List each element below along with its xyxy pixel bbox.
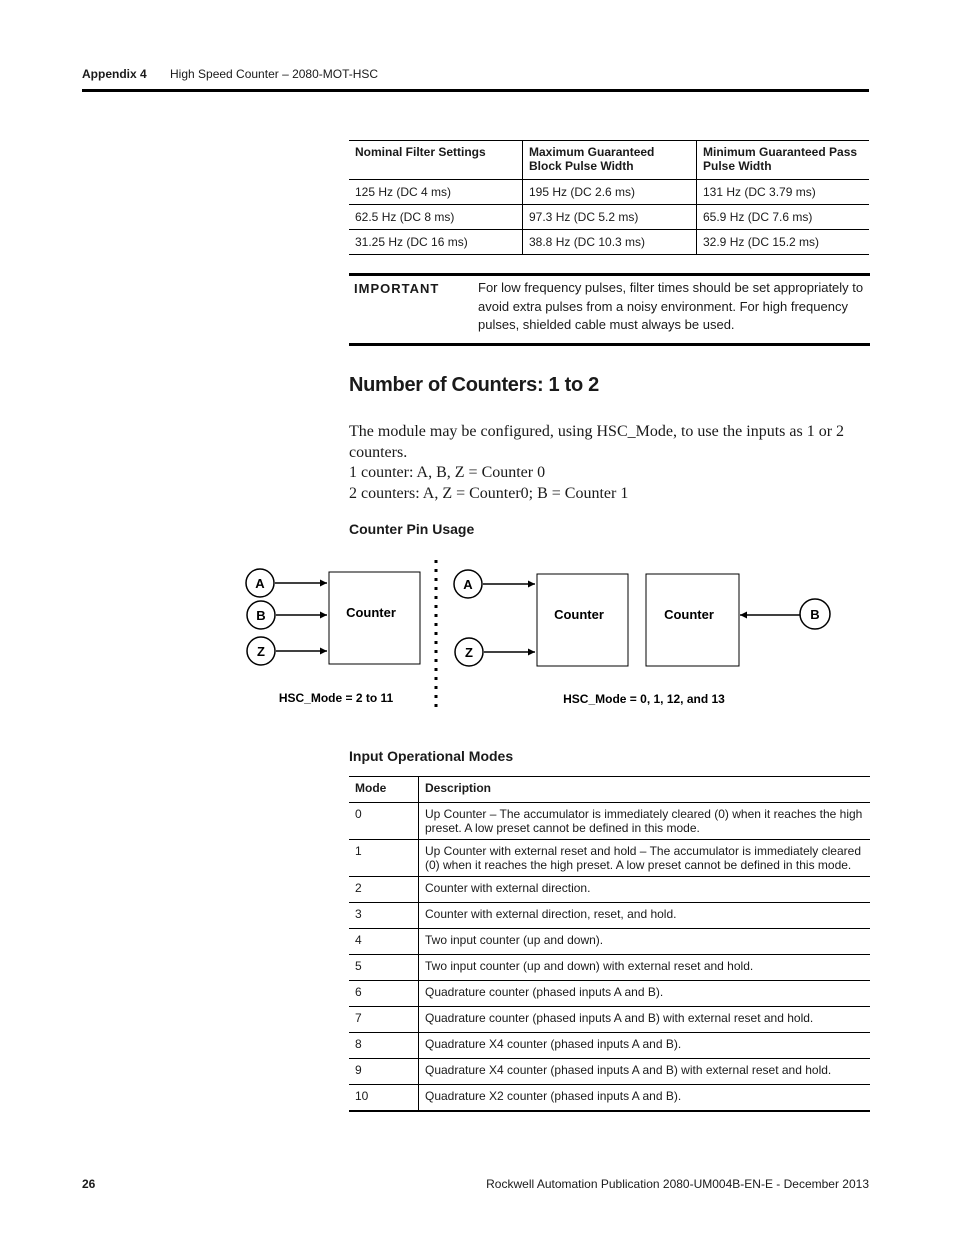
appendix-label: Appendix 4 xyxy=(82,67,147,81)
description-cell: Up Counter – The accumulator is immediately cleared (0) when it reaches the high preset. A low preset cannot be defined in this mode. xyxy=(419,803,871,840)
table-row xyxy=(349,230,869,255)
table-cell: 38.8 Hz (DC 10.3 ms) xyxy=(523,230,697,255)
left-caption: HSC_Mode = 2 to 11 xyxy=(278,691,394,705)
page-number: 26 xyxy=(82,1177,96,1191)
right-caption: HSC_Mode = 0, 1, 12, and 13 xyxy=(563,692,725,706)
description-cell: Quadrature X4 counter (phased inputs A and B). xyxy=(419,1033,871,1059)
mode-cell: 3 xyxy=(349,903,419,929)
table-row xyxy=(349,1007,870,1033)
mode-cell: 5 xyxy=(349,955,419,981)
left-input-z xyxy=(247,637,275,665)
mode-cell: 9 xyxy=(349,1059,419,1085)
table-cell: 131 Hz (DC 3.79 ms) xyxy=(697,180,870,205)
table-cell: 195 Hz (DC 2.6 ms) xyxy=(523,180,697,205)
diagram-heading: Counter Pin Usage xyxy=(349,521,475,537)
column-header: Minimum Guaranteed Pass Pulse Width xyxy=(697,141,870,180)
important-label: IMPORTANT xyxy=(354,281,440,296)
description-cell: Quadrature counter (phased inputs A and B) with external reset and hold. xyxy=(419,1007,871,1033)
mode-cell: 2 xyxy=(349,877,419,903)
column-header: Maximum Guaranteed Block Pulse Width xyxy=(523,141,697,180)
table-row xyxy=(349,929,870,955)
table-row xyxy=(349,205,869,230)
table-cell: 31.25 Hz (DC 16 ms) xyxy=(349,230,523,255)
counter-label: Counter xyxy=(346,605,396,620)
column-header: Description xyxy=(419,777,871,803)
mode-cell: 7 xyxy=(349,1007,419,1033)
section-title: Number of Counters: 1 to 2 xyxy=(349,374,599,396)
body-line: 1 counter: A, B, Z = Counter 0 xyxy=(349,464,546,481)
table-row xyxy=(349,877,870,903)
table-row xyxy=(349,955,870,981)
right-input-b xyxy=(800,599,830,629)
table-cell: 97.3 Hz (DC 5.2 ms) xyxy=(523,205,697,230)
important-text: For low frequency pulses, filter times should be set appropriately to avoid extra pulses from a noisy environment. For high frequency pulses, shielded cable must always be used. xyxy=(478,280,864,332)
section-body xyxy=(349,422,869,504)
input-label: Z xyxy=(465,645,473,660)
counter-pin-diagram xyxy=(240,558,840,718)
filter-settings-table xyxy=(349,140,869,255)
description-cell: Quadrature counter (phased inputs A and B). xyxy=(419,981,871,1007)
description-cell: Counter with external direction. xyxy=(419,877,871,903)
table-row xyxy=(349,803,870,840)
table-row xyxy=(349,903,870,929)
mode-cell: 10 xyxy=(349,1085,419,1112)
input-label: A xyxy=(463,577,473,592)
counter-label: Counter xyxy=(664,607,714,622)
left-input-a xyxy=(246,569,274,597)
table-cell: 65.9 Hz (DC 7.6 ms) xyxy=(697,205,870,230)
table-row xyxy=(349,1059,870,1085)
counter-label: Counter xyxy=(554,607,604,622)
description-cell: Two input counter (up and down). xyxy=(419,929,871,955)
description-cell: Quadrature X2 counter (phased inputs A and B). xyxy=(419,1085,871,1112)
table-row xyxy=(349,840,870,877)
description-cell: Counter with external direction, reset, and hold. xyxy=(419,903,871,929)
header-title: High Speed Counter – 2080-MOT-HSC xyxy=(170,67,379,81)
mode-cell: 1 xyxy=(349,840,419,877)
description-cell: Up Counter with external reset and hold – The accumulator is immediately cleared (0) when it reaches the high preset. A low preset cannot be defined in this mode. xyxy=(419,840,871,877)
input-label: B xyxy=(256,608,266,623)
description-cell: Two input counter (up and down) with external reset and hold. xyxy=(419,955,871,981)
table-cell: 32.9 Hz (DC 15.2 ms) xyxy=(697,230,870,255)
description-cell: Quadrature X4 counter (phased inputs A and B) with external reset and hold. xyxy=(419,1059,871,1085)
right-input-z xyxy=(455,638,483,666)
mode-cell: 4 xyxy=(349,929,419,955)
publication-info: Rockwell Automation Publication 2080-UM004B-EN-E - December 2013 xyxy=(486,1177,869,1191)
left-input-b xyxy=(247,601,275,629)
header-rule xyxy=(82,89,869,92)
important-note xyxy=(349,273,870,346)
table-cell: 125 Hz (DC 4 ms) xyxy=(349,180,523,205)
modes-heading: Input Operational Modes xyxy=(349,748,514,764)
body-paragraph: The module may be configured, using HSC_Mode, to use the inputs as 1 or 2 counters. xyxy=(349,423,845,461)
table-row xyxy=(349,1033,870,1059)
input-label: B xyxy=(810,607,820,622)
column-header: Mode xyxy=(349,777,419,803)
body-line: 2 counters: A, Z = Counter0; B = Counter 1 xyxy=(349,484,629,502)
mode-cell: 0 xyxy=(349,803,419,840)
table-row xyxy=(349,981,870,1007)
table-row xyxy=(349,1085,870,1112)
mode-cell: 8 xyxy=(349,1033,419,1059)
table-row xyxy=(349,180,869,205)
right-input-a xyxy=(454,570,482,598)
mode-cell: 6 xyxy=(349,981,419,1007)
input-label: Z xyxy=(257,644,265,659)
column-header: Nominal Filter Settings xyxy=(349,141,523,180)
modes-table xyxy=(349,776,870,1112)
input-label: A xyxy=(255,576,265,591)
table-cell: 62.5 Hz (DC 8 ms) xyxy=(349,205,523,230)
